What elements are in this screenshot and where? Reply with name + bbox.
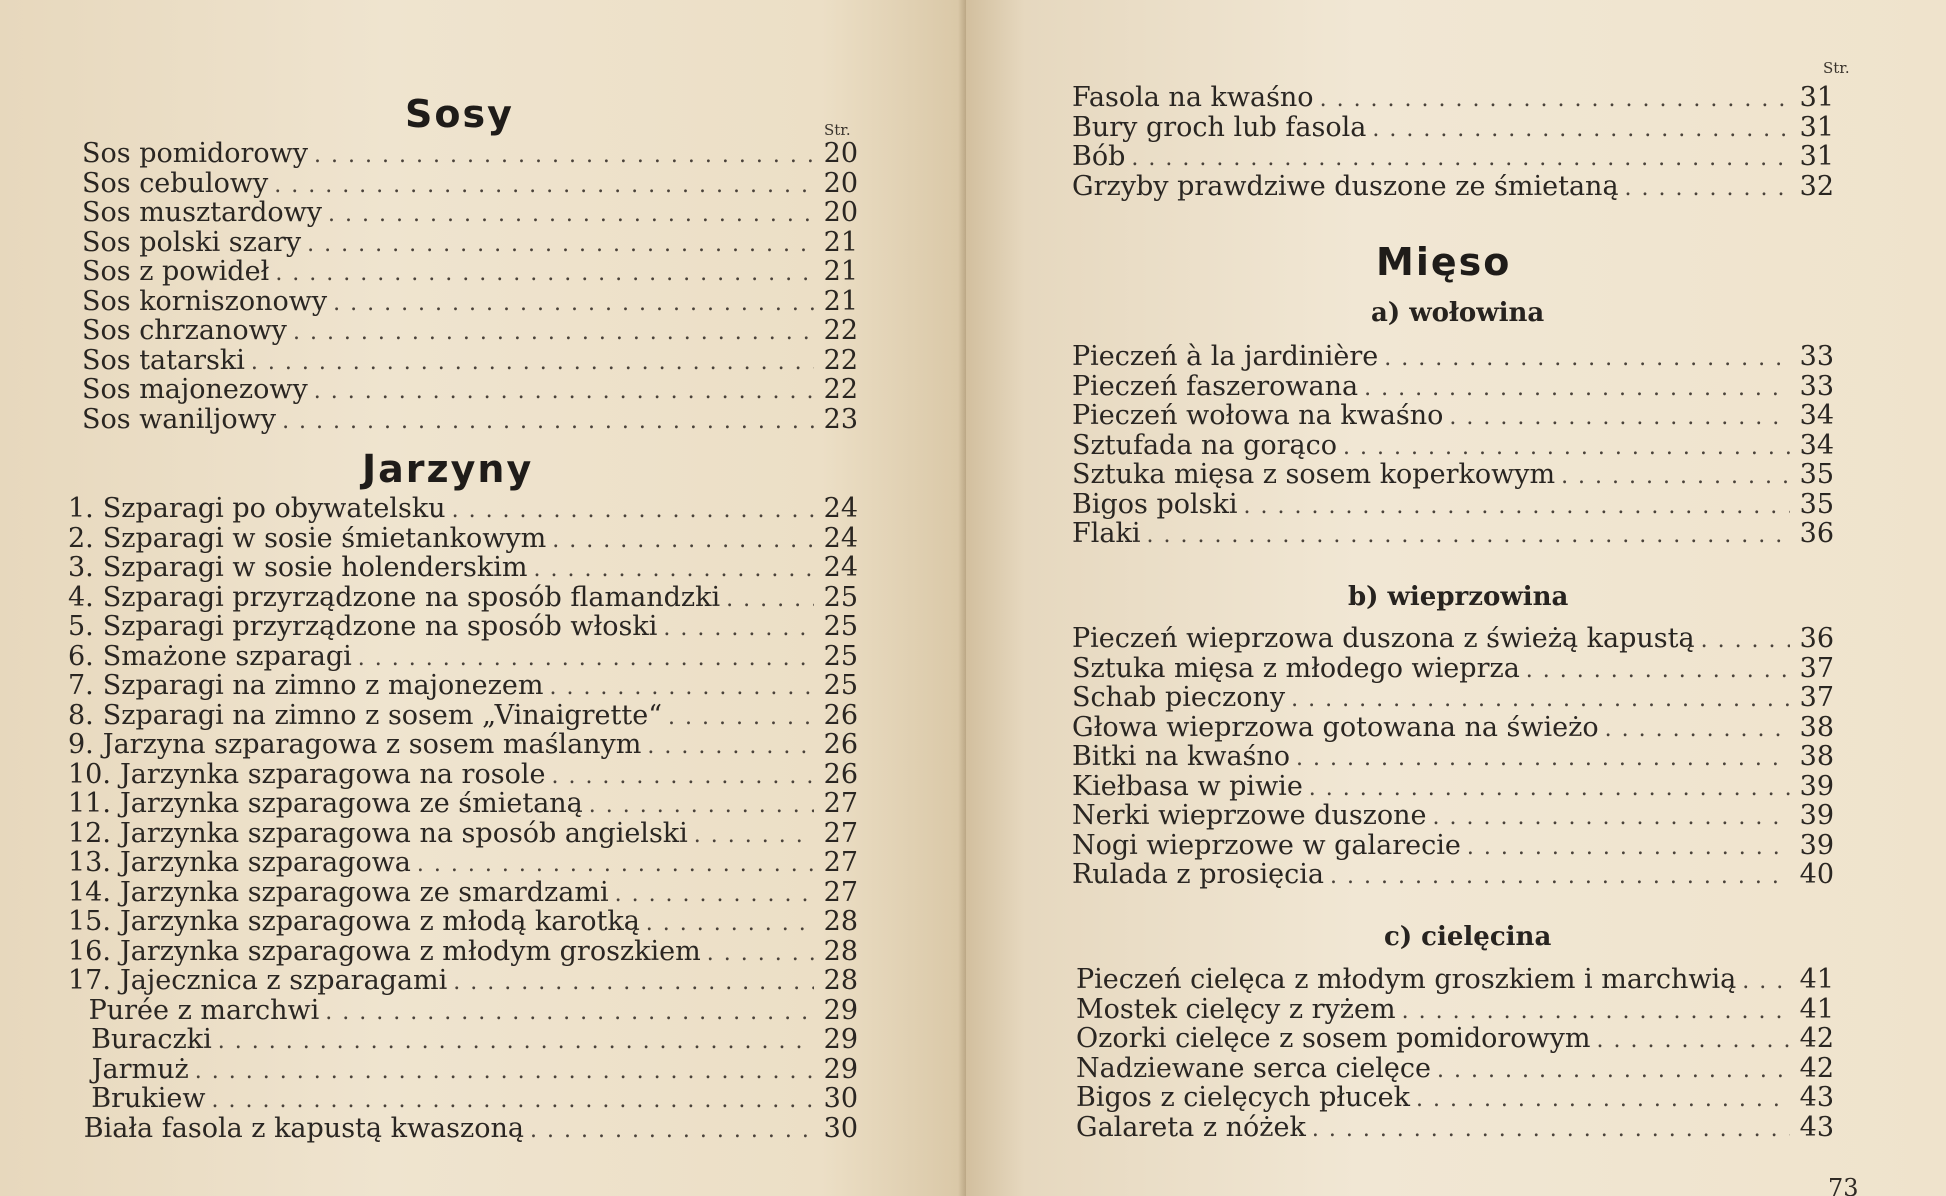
entry-page-number: 39 (1799, 770, 1834, 802)
dot-leader (358, 644, 814, 674)
entry-title: Jarmuż (91, 1053, 189, 1085)
toc-entry (68, 494, 858, 524)
dot-leader (275, 259, 814, 289)
dot-leader (1309, 774, 1790, 804)
dot-leader (1526, 656, 1790, 686)
entry-page-number: 24 (823, 552, 858, 583)
toc-entry (82, 139, 858, 169)
entry-title: Bób (1072, 141, 1126, 172)
entry-page-number: 31 (1799, 141, 1834, 172)
dot-leader (1320, 85, 1790, 115)
dot-leader (646, 909, 814, 939)
dot-leader (195, 1057, 814, 1087)
wieprzowina-entry-list (1072, 624, 1834, 890)
wolowina-entry-list (1072, 342, 1834, 549)
right-page (966, 0, 1946, 1196)
subheading-wieprzowina: b) wieprzowina (1348, 582, 1569, 612)
toc-entry (68, 583, 858, 613)
dot-leader (1416, 1085, 1790, 1115)
toc-entry (1072, 519, 1834, 549)
entry-page-number: 33 (1799, 341, 1834, 372)
entry-title: Szparagi przyrządzone na sposób flamandzki (102, 581, 721, 613)
entry-page-number: 21 (823, 256, 858, 287)
entry-page-number: 27 (823, 876, 858, 908)
entry-page-number: 29 (823, 1024, 858, 1055)
toc-entry (1076, 1083, 1834, 1113)
dot-leader (325, 998, 814, 1028)
toc-entry (1072, 113, 1834, 143)
entry-title: Szparagi w sosie holenderskim (102, 552, 528, 583)
entry-title: Rulada z prosięcia (1072, 859, 1324, 890)
toc-entry (68, 1114, 858, 1144)
entry-title: Jarzynka szparagowa na rosole (119, 758, 546, 790)
entry-page-number: 39 (1799, 800, 1834, 831)
entry-title: Schab pieczony (1072, 682, 1286, 713)
toc-entry (68, 612, 858, 642)
entry-title: Flaki (1072, 518, 1141, 549)
entry-page-number: 20 (823, 167, 858, 199)
toc-entry (68, 553, 858, 583)
jarzyny-entry-list (68, 494, 858, 1143)
entry-page-number: 20 (823, 138, 858, 169)
dot-leader (328, 200, 814, 230)
entry-title: Jarzynka szparagowa ze śmietaną (119, 788, 583, 819)
dot-leader (663, 614, 814, 644)
toc-entry (68, 1025, 858, 1055)
entry-page-number: 23 (823, 403, 858, 435)
entry-number: 2. (68, 522, 94, 554)
entry-title: Jarzynka szparagowa (119, 847, 411, 878)
entry-page-number: 22 (823, 344, 858, 376)
entry-page-number: 22 (823, 374, 858, 405)
entry-title: Ozorki cielęce z sosem pomidorowym (1076, 1023, 1591, 1054)
entry-page-number: 35 (1799, 488, 1834, 520)
dot-leader (218, 1027, 814, 1057)
dot-leader (726, 585, 814, 615)
dot-leader (1291, 685, 1790, 715)
entry-number: 7. (68, 670, 94, 701)
entry-page-number: 36 (1799, 518, 1834, 549)
entry-page-number: 41 (1799, 993, 1834, 1025)
dot-leader (417, 850, 814, 880)
entry-title: Szparagi na zimno z majonezem (102, 670, 544, 701)
entry-number: 9. (68, 729, 94, 760)
entry-page-number: 27 (823, 847, 858, 878)
toc-entry (82, 316, 858, 346)
entry-number: 1. (68, 493, 94, 524)
toc-entry (82, 405, 858, 435)
dot-leader (452, 496, 814, 526)
dot-leader (1742, 967, 1790, 997)
toc-entry (68, 966, 858, 996)
entry-title: Brukiew (91, 1083, 206, 1114)
dot-leader (1364, 374, 1790, 404)
toc-entry (1072, 742, 1834, 772)
toc-entry (68, 996, 858, 1026)
entry-page-number: 28 (823, 935, 858, 967)
page-number: 73 (1828, 1174, 1859, 1196)
entry-number: 4. (68, 581, 94, 613)
entry-page-number: 31 (1799, 82, 1834, 113)
dot-leader (647, 732, 814, 762)
subheading-wolowina: a) wołowina (1371, 298, 1545, 328)
toc-entry (68, 730, 858, 760)
entry-title: Jarzyna szparagowa z sosem maślanym (102, 729, 642, 760)
toc-entry (82, 228, 858, 258)
toc-entry (82, 375, 858, 405)
toc-entry (68, 819, 858, 849)
entry-title: Grzyby prawdziwe duszone ze śmietaną (1072, 170, 1619, 202)
entry-page-number: 20 (823, 197, 858, 228)
entry-title: Nadziewane serca cielęce (1076, 1052, 1431, 1084)
entry-page-number: 39 (1799, 829, 1834, 861)
dot-leader (282, 407, 814, 437)
toc-entry (1072, 772, 1834, 802)
entry-page-number: 25 (823, 581, 858, 613)
toc-entry (1072, 372, 1834, 402)
entry-title: Smażone szparagi (102, 640, 352, 672)
entry-title: Mostek cielęcy z ryżem (1076, 993, 1396, 1025)
toc-entry (1072, 490, 1834, 520)
entry-page-number: 29 (823, 1053, 858, 1085)
entry-page-number: 26 (823, 758, 858, 790)
dot-leader (1146, 521, 1790, 551)
dot-leader (307, 230, 814, 260)
entry-number: 5. (68, 611, 94, 642)
section-heading-jarzyny: Jarzyny (362, 447, 534, 491)
dot-leader (1384, 344, 1790, 374)
entry-title: Pieczeń wołowa na kwaśno (1072, 400, 1444, 431)
str-label: Str. (824, 121, 851, 139)
toc-entry (82, 257, 858, 287)
entry-title: Sos korniszonowy (82, 285, 328, 317)
entry-page-number: 21 (823, 226, 858, 258)
dot-leader (551, 762, 814, 792)
entry-title: Galareta z nóżek (1076, 1111, 1306, 1143)
dot-leader (314, 377, 814, 407)
entry-number: 14. (68, 876, 111, 908)
entry-title: Jarzynka szparagowa z młodym groszkiem (119, 935, 701, 967)
dot-leader (1597, 1026, 1790, 1056)
str-label: Str. (1823, 59, 1850, 77)
toc-entry (1076, 995, 1834, 1025)
entry-title: Sos pomidorowy (82, 138, 309, 169)
dot-leader (1343, 433, 1790, 463)
entry-page-number: 42 (1799, 1023, 1834, 1054)
entry-title: Sos polski szary (82, 226, 302, 258)
toc-entry (82, 198, 858, 228)
entry-page-number: 24 (823, 522, 858, 554)
toc-entry (1076, 1113, 1834, 1143)
dot-leader (212, 1086, 814, 1116)
toc-entry (1072, 713, 1834, 743)
left-page (0, 0, 966, 1196)
entry-page-number: 22 (823, 315, 858, 346)
entry-title: Jajecznica z szparagami (119, 965, 448, 996)
entry-number: 3. (68, 552, 94, 583)
dot-leader (293, 318, 814, 348)
entry-title: Sos tatarski (82, 344, 245, 376)
sosy-entry-list (82, 139, 858, 434)
toc-entry (82, 287, 858, 317)
entry-number: 13. (68, 847, 111, 878)
dot-leader (694, 821, 814, 851)
toc-entry (68, 524, 858, 554)
entry-page-number: 34 (1799, 400, 1834, 431)
dot-leader (1296, 744, 1790, 774)
entry-title: Sos chrzanowy (82, 315, 287, 346)
entry-page-number: 32 (1799, 170, 1834, 202)
toc-entry (1072, 654, 1834, 684)
entry-title: Jarzynka szparagowa ze smardzami (119, 876, 609, 908)
entry-page-number: 37 (1799, 682, 1834, 713)
dot-leader (333, 289, 814, 319)
toc-entry (1072, 342, 1834, 372)
toc-entry (1072, 83, 1834, 113)
toc-entry (68, 848, 858, 878)
dot-leader (1131, 144, 1790, 174)
entry-page-number: 37 (1799, 652, 1834, 684)
entry-title: Fasola na kwaśno (1072, 82, 1314, 113)
entry-title: Szparagi przyrządzone na sposób włoski (102, 611, 658, 642)
entry-title: Szparagi na zimno z sosem „Vinaigrette“ (102, 699, 663, 731)
entry-page-number: 43 (1799, 1111, 1834, 1143)
toc-entry (1072, 801, 1834, 831)
entry-number: 6. (68, 640, 94, 672)
toc-entry (68, 1055, 858, 1085)
entry-number: 17. (68, 965, 111, 996)
dot-leader (1243, 492, 1790, 522)
toc-entry (1072, 172, 1834, 202)
toc-entry (68, 760, 858, 790)
cielecina-entry-list (1076, 965, 1834, 1142)
entry-page-number: 27 (823, 817, 858, 849)
dot-leader (1402, 997, 1790, 1027)
dot-leader (251, 348, 814, 378)
dot-leader (314, 141, 814, 171)
entry-title: Sos majonezowy (82, 374, 308, 405)
entry-number: 8. (68, 699, 94, 731)
dot-leader (1467, 833, 1790, 863)
toc-entry (1072, 624, 1834, 654)
toc-entry (68, 671, 858, 701)
entry-title: Biała fasola z kapustą kwaszoną (83, 1112, 524, 1144)
toc-entry (1072, 142, 1834, 172)
entry-title: Nerki wieprzowe duszone (1072, 800, 1427, 831)
toc-entry (68, 642, 858, 672)
entry-title: Głowa wieprzowa gotowana na świeżo (1072, 711, 1599, 743)
toc-entry (68, 937, 858, 967)
entry-page-number: 25 (823, 670, 858, 701)
entry-page-number: 27 (823, 788, 858, 819)
entry-title: Bigos z cielęcych płucek (1076, 1082, 1410, 1113)
dot-leader (1433, 803, 1790, 833)
entry-title: Bigos polski (1072, 488, 1238, 520)
entry-number: 15. (68, 906, 111, 937)
entry-number: 12. (68, 817, 111, 849)
dot-leader (1449, 403, 1790, 433)
entry-title: Jarzynka szparagowa na sposób angielski (119, 817, 688, 849)
toc-entry (1072, 683, 1834, 713)
toc-entry (68, 789, 858, 819)
dot-leader (668, 703, 814, 733)
entry-page-number: 28 (823, 965, 858, 996)
dot-leader (453, 968, 814, 998)
entry-page-number: 25 (823, 611, 858, 642)
vegetables-continued-list (1072, 83, 1834, 201)
entry-page-number: 38 (1799, 741, 1834, 772)
entry-page-number: 26 (823, 729, 858, 760)
entry-page-number: 41 (1799, 964, 1834, 995)
dot-leader (707, 939, 814, 969)
dot-leader (1561, 462, 1790, 492)
dot-leader (1330, 862, 1790, 892)
section-heading-mieso: Mięso (1376, 240, 1512, 284)
entry-title: Sztuka mięsa z młodego wieprza (1072, 652, 1520, 684)
entry-page-number: 36 (1799, 623, 1834, 654)
entry-page-number: 43 (1799, 1082, 1834, 1113)
entry-title: Szparagi w sosie śmietankowym (102, 522, 547, 554)
entry-number: 11. (68, 788, 111, 819)
entry-page-number: 30 (823, 1083, 858, 1114)
entry-title: Jarzynka szparagowa z młodą karotką (119, 906, 640, 937)
dot-leader (1605, 715, 1790, 745)
section-heading-sosy: Sosy (405, 92, 514, 136)
entry-page-number: 30 (823, 1112, 858, 1144)
dot-leader (530, 1116, 814, 1146)
toc-entry (68, 1084, 858, 1114)
dot-leader (549, 673, 814, 703)
toc-entry (1072, 831, 1834, 861)
entry-page-number: 38 (1799, 711, 1834, 743)
entry-title: Sos z powideł (82, 256, 270, 287)
entry-page-number: 42 (1799, 1052, 1834, 1084)
entry-page-number: 24 (823, 493, 858, 524)
entry-title: Pieczeń à la jardinière (1072, 341, 1379, 372)
dot-leader (1625, 174, 1790, 204)
toc-entry (1076, 1024, 1834, 1054)
entry-page-number: 34 (1799, 429, 1834, 461)
entry-title: Pieczeń wieprzowa duszona z świeżą kapustą (1072, 623, 1695, 654)
dot-leader (552, 526, 814, 556)
entry-page-number: 25 (823, 640, 858, 672)
toc-entry (68, 878, 858, 908)
subheading-cielecina: c) cielęcina (1384, 922, 1552, 952)
toc-entry (1072, 431, 1834, 461)
entry-title: Bitki na kwaśno (1072, 741, 1291, 772)
dot-leader (1372, 115, 1790, 145)
toc-entry (1072, 460, 1834, 490)
entry-title: Purée z marchwi (88, 994, 320, 1026)
dot-leader (1437, 1056, 1790, 1086)
entry-page-number: 21 (823, 285, 858, 317)
entry-title: Pieczeń cielęca z młodym groszkiem i marchwią (1076, 964, 1737, 995)
toc-entry (1076, 965, 1834, 995)
entry-title: Sztufada na gorąco (1072, 429, 1338, 461)
entry-title: Buraczki (91, 1024, 212, 1055)
entry-title: Sos musztardowy (82, 197, 323, 228)
entry-title: Szparagi po obywatelsku (102, 493, 446, 524)
toc-entry (82, 169, 858, 199)
entry-number: 16. (68, 935, 111, 967)
dot-leader (615, 880, 814, 910)
entry-title: Sos cebulowy (82, 167, 269, 199)
entry-page-number: 28 (823, 906, 858, 937)
toc-entry (82, 346, 858, 376)
dot-leader (274, 171, 814, 201)
dot-leader (1701, 626, 1790, 656)
entry-page-number: 26 (823, 699, 858, 731)
toc-entry (68, 701, 858, 731)
toc-entry (1076, 1054, 1834, 1084)
entry-title: Sztuka mięsa z sosem koperkowym (1072, 459, 1556, 490)
entry-page-number: 35 (1799, 459, 1834, 490)
toc-entry (1072, 401, 1834, 431)
entry-number: 10. (68, 758, 111, 790)
entry-title: Bury groch lub fasola (1072, 111, 1367, 143)
dot-leader (589, 791, 814, 821)
entry-page-number: 33 (1799, 370, 1834, 402)
dot-leader (1312, 1115, 1790, 1145)
dot-leader (534, 555, 814, 585)
toc-entry (1072, 860, 1834, 890)
entry-page-number: 31 (1799, 111, 1834, 143)
entry-title: Sos waniljowy (82, 403, 277, 435)
entry-title: Nogi wieprzowe w galarecie (1072, 829, 1461, 861)
entry-page-number: 40 (1799, 859, 1834, 890)
entry-page-number: 29 (823, 994, 858, 1026)
entry-title: Kiełbasa w piwie (1072, 770, 1303, 802)
toc-entry (68, 907, 858, 937)
entry-title: Pieczeń faszerowana (1072, 370, 1359, 402)
